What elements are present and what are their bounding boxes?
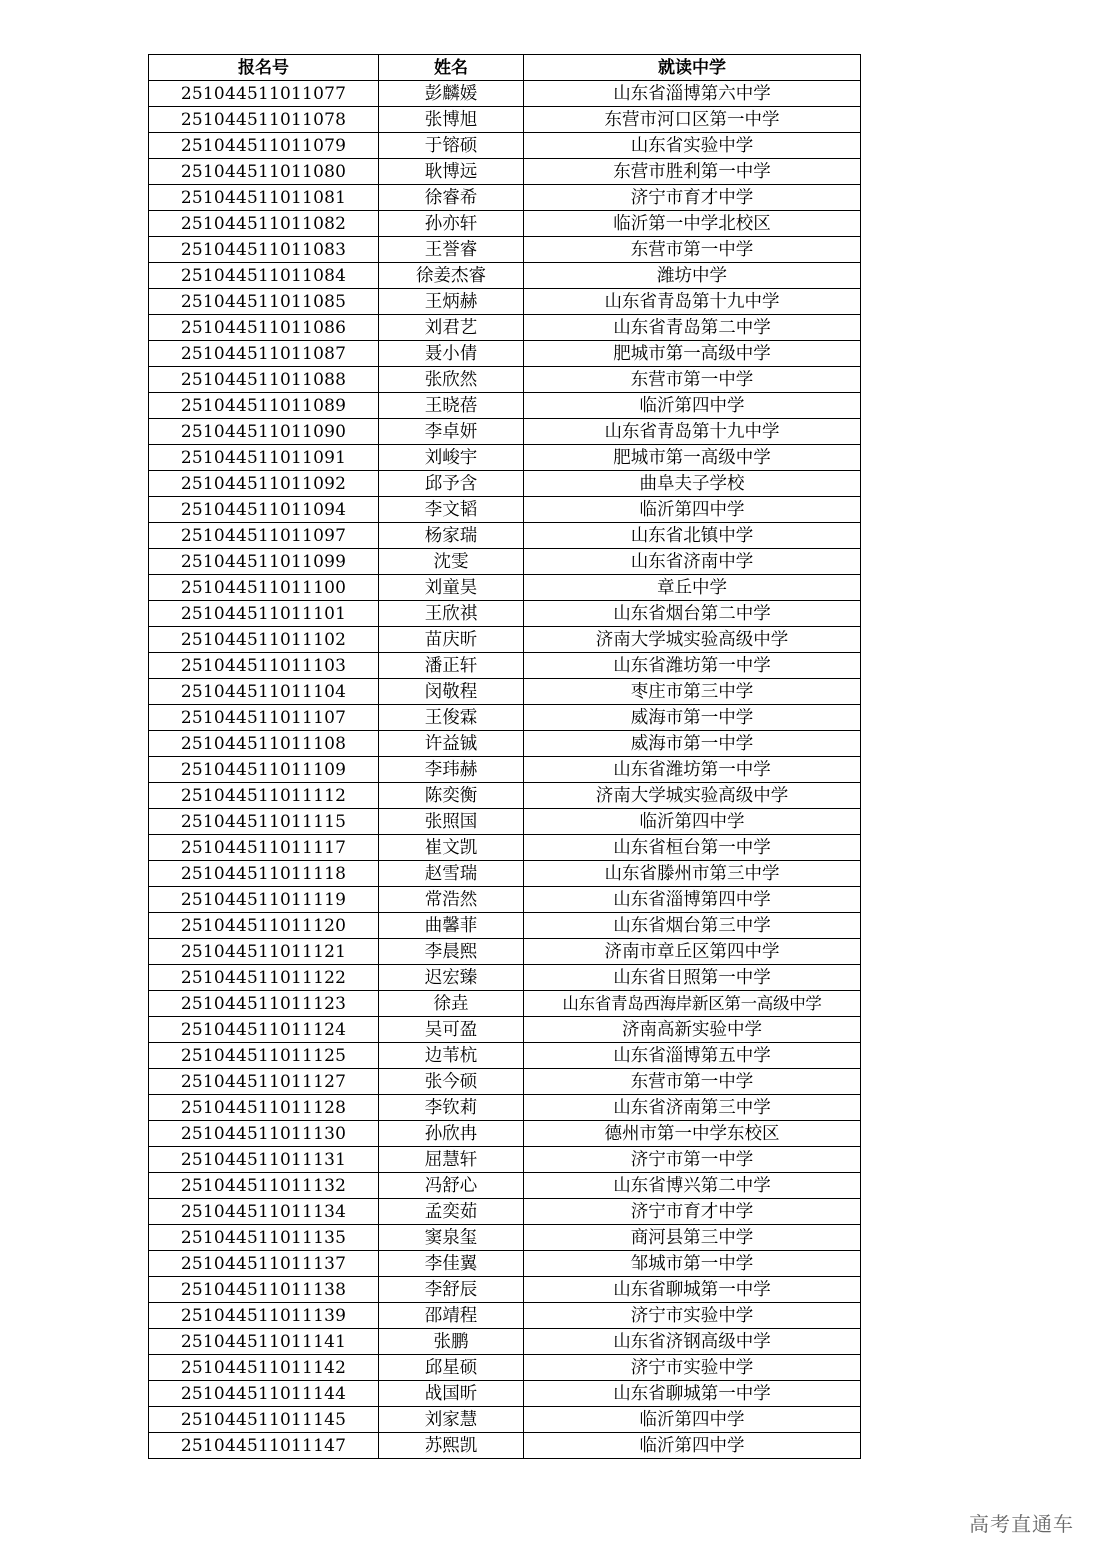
student-name-cell: 赵雪瑞	[379, 861, 524, 887]
student-name-cell: 窦泉玺	[379, 1225, 524, 1251]
student-name-cell: 刘家慧	[379, 1407, 524, 1433]
student-name-cell: 潘正轩	[379, 653, 524, 679]
student-name-cell: 吴可盈	[379, 1017, 524, 1043]
table-row	[149, 887, 861, 913]
student-name-cell: 彭麟媛	[379, 81, 524, 107]
student-name-cell: 刘峻宇	[379, 445, 524, 471]
school-name-cell: 济南大学城实验高级中学	[524, 783, 861, 809]
school-name-cell: 山东省北镇中学	[524, 523, 861, 549]
registration-number-cell: 251044511011084	[149, 263, 379, 289]
student-name-cell: 徐垚	[379, 991, 524, 1017]
roster-sheet	[148, 54, 860, 1459]
registration-number-cell: 251044511011086	[149, 315, 379, 341]
school-name-cell: 威海市第一中学	[524, 705, 861, 731]
student-name-cell: 张鹏	[379, 1329, 524, 1355]
table-row	[149, 367, 861, 393]
table-row	[149, 913, 861, 939]
registration-number-cell: 251044511011077	[149, 81, 379, 107]
student-name-cell: 苏熙凯	[379, 1433, 524, 1459]
school-name-cell: 曲阜夫子学校	[524, 471, 861, 497]
school-name-cell: 山东省烟台第三中学	[524, 913, 861, 939]
header-row	[149, 55, 861, 81]
school-name-cell: 山东省聊城第一中学	[524, 1277, 861, 1303]
column-header-name: 姓名	[379, 55, 524, 81]
registration-number-cell: 251044511011122	[149, 965, 379, 991]
school-name-cell: 商河县第三中学	[524, 1225, 861, 1251]
student-name-cell: 孙亦轩	[379, 211, 524, 237]
table-row	[149, 445, 861, 471]
school-name-cell: 东营市第一中学	[524, 1069, 861, 1095]
school-name-cell: 济南大学城实验高级中学	[524, 627, 861, 653]
table-row	[149, 1355, 861, 1381]
student-name-cell: 王炳赫	[379, 289, 524, 315]
column-header-school: 就读中学	[524, 55, 861, 81]
table-row	[149, 965, 861, 991]
registration-number-cell: 251044511011135	[149, 1225, 379, 1251]
registration-number-cell: 251044511011083	[149, 237, 379, 263]
school-name-cell: 临沂第四中学	[524, 1433, 861, 1459]
school-name-cell: 山东省济南中学	[524, 549, 861, 575]
student-name-cell: 王俊霖	[379, 705, 524, 731]
registration-number-cell: 251044511011137	[149, 1251, 379, 1277]
registration-number-cell: 251044511011142	[149, 1355, 379, 1381]
student-name-cell: 张今硕	[379, 1069, 524, 1095]
student-name-cell: 杨家瑞	[379, 523, 524, 549]
column-header-id: 报名号	[149, 55, 379, 81]
school-name-cell: 德州市第一中学东校区	[524, 1121, 861, 1147]
school-name-cell: 山东省淄博第四中学	[524, 887, 861, 913]
table-row	[149, 939, 861, 965]
school-name-cell: 潍坊中学	[524, 263, 861, 289]
table-row	[149, 1173, 861, 1199]
school-name-cell: 济宁市实验中学	[524, 1303, 861, 1329]
registration-number-cell: 251044511011127	[149, 1069, 379, 1095]
registration-number-cell: 251044511011078	[149, 107, 379, 133]
student-name-cell: 李玮赫	[379, 757, 524, 783]
student-name-cell: 邱予含	[379, 471, 524, 497]
school-name-cell: 济宁市第一中学	[524, 1147, 861, 1173]
table-row	[149, 263, 861, 289]
school-name-cell: 临沂第一中学北校区	[524, 211, 861, 237]
registration-number-cell: 251044511011107	[149, 705, 379, 731]
registration-number-cell: 251044511011132	[149, 1173, 379, 1199]
student-name-cell: 张欣然	[379, 367, 524, 393]
table-row	[149, 1303, 861, 1329]
registration-number-cell: 251044511011101	[149, 601, 379, 627]
school-name-cell: 山东省淄博第六中学	[524, 81, 861, 107]
school-name-cell: 山东省滕州市第三中学	[524, 861, 861, 887]
student-name-cell: 崔文凯	[379, 835, 524, 861]
table-row	[149, 1251, 861, 1277]
registration-number-cell: 251044511011134	[149, 1199, 379, 1225]
school-name-cell: 济南市章丘区第四中学	[524, 939, 861, 965]
registration-number-cell: 251044511011092	[149, 471, 379, 497]
student-name-cell: 徐姜杰睿	[379, 263, 524, 289]
student-name-cell: 刘君艺	[379, 315, 524, 341]
school-name-cell: 山东省桓台第一中学	[524, 835, 861, 861]
school-name-cell: 山东省淄博第五中学	[524, 1043, 861, 1069]
registration-number-cell: 251044511011112	[149, 783, 379, 809]
student-name-cell: 闵敬程	[379, 679, 524, 705]
school-name-cell: 邹城市第一中学	[524, 1251, 861, 1277]
registration-number-cell: 251044511011097	[149, 523, 379, 549]
table-row	[149, 549, 861, 575]
school-name-cell: 章丘中学	[524, 575, 861, 601]
student-name-cell: 冯舒心	[379, 1173, 524, 1199]
table-row	[149, 861, 861, 887]
school-name-cell: 枣庄市第三中学	[524, 679, 861, 705]
school-name-cell: 济宁市实验中学	[524, 1355, 861, 1381]
registration-number-cell: 251044511011082	[149, 211, 379, 237]
school-name-cell: 济宁市育才中学	[524, 1199, 861, 1225]
student-name-cell: 王欣祺	[379, 601, 524, 627]
table-row	[149, 1329, 861, 1355]
school-name-cell: 山东省青岛第十九中学	[524, 289, 861, 315]
registration-number-cell: 251044511011091	[149, 445, 379, 471]
student-name-cell: 李舒辰	[379, 1277, 524, 1303]
table-row	[149, 185, 861, 211]
school-name-cell: 山东省潍坊第一中学	[524, 653, 861, 679]
student-name-cell: 孙欣冉	[379, 1121, 524, 1147]
table-row	[149, 679, 861, 705]
registration-number-cell: 251044511011139	[149, 1303, 379, 1329]
registration-number-cell: 251044511011128	[149, 1095, 379, 1121]
table-row	[149, 419, 861, 445]
roster-body	[149, 81, 861, 1459]
student-name-cell: 王誉睿	[379, 237, 524, 263]
registration-number-cell: 251044511011102	[149, 627, 379, 653]
registration-number-cell: 251044511011079	[149, 133, 379, 159]
student-name-cell: 边苇杭	[379, 1043, 524, 1069]
table-row	[149, 1121, 861, 1147]
table-row	[149, 159, 861, 185]
school-name-cell: 肥城市第一高级中学	[524, 445, 861, 471]
table-row	[149, 497, 861, 523]
table-row	[149, 1043, 861, 1069]
table-row	[149, 211, 861, 237]
school-name-cell: 东营市第一中学	[524, 367, 861, 393]
school-name-cell: 临沂第四中学	[524, 809, 861, 835]
school-name-cell: 山东省烟台第二中学	[524, 601, 861, 627]
registration-number-cell: 251044511011081	[149, 185, 379, 211]
student-name-cell: 李文韬	[379, 497, 524, 523]
table-row	[149, 471, 861, 497]
table-row	[149, 315, 861, 341]
student-name-cell: 王晓蓓	[379, 393, 524, 419]
school-name-cell: 山东省博兴第二中学	[524, 1173, 861, 1199]
registration-number-cell: 251044511011120	[149, 913, 379, 939]
registration-number-cell: 251044511011117	[149, 835, 379, 861]
table-row	[149, 1147, 861, 1173]
registration-number-cell: 251044511011089	[149, 393, 379, 419]
roster-table	[148, 54, 861, 1459]
registration-number-cell: 251044511011131	[149, 1147, 379, 1173]
registration-number-cell: 251044511011103	[149, 653, 379, 679]
table-row	[149, 1277, 861, 1303]
table-row	[149, 1017, 861, 1043]
registration-number-cell: 251044511011147	[149, 1433, 379, 1459]
table-row	[149, 601, 861, 627]
school-name-cell: 山东省聊城第一中学	[524, 1381, 861, 1407]
school-name-cell: 山东省潍坊第一中学	[524, 757, 861, 783]
registration-number-cell: 251044511011118	[149, 861, 379, 887]
student-name-cell: 常浩然	[379, 887, 524, 913]
school-name-cell: 临沂第四中学	[524, 497, 861, 523]
table-row	[149, 705, 861, 731]
student-name-cell: 张照国	[379, 809, 524, 835]
table-row	[149, 575, 861, 601]
student-name-cell: 战国昕	[379, 1381, 524, 1407]
registration-number-cell: 251044511011100	[149, 575, 379, 601]
table-row	[149, 783, 861, 809]
registration-number-cell: 251044511011123	[149, 991, 379, 1017]
table-row	[149, 523, 861, 549]
school-name-cell: 济宁市育才中学	[524, 185, 861, 211]
school-name-cell: 东营市河口区第一中学	[524, 107, 861, 133]
student-name-cell: 聂小倩	[379, 341, 524, 367]
registration-number-cell: 251044511011087	[149, 341, 379, 367]
student-name-cell: 沈雯	[379, 549, 524, 575]
school-name-cell: 山东省济钢高级中学	[524, 1329, 861, 1355]
registration-number-cell: 251044511011121	[149, 939, 379, 965]
table-row	[149, 81, 861, 107]
registration-number-cell: 251044511011145	[149, 1407, 379, 1433]
student-name-cell: 迟宏臻	[379, 965, 524, 991]
table-row	[149, 1199, 861, 1225]
student-name-cell: 苗庆昕	[379, 627, 524, 653]
registration-number-cell: 251044511011119	[149, 887, 379, 913]
student-name-cell: 李晨熙	[379, 939, 524, 965]
student-name-cell: 邱星硕	[379, 1355, 524, 1381]
student-name-cell: 张博旭	[379, 107, 524, 133]
table-row	[149, 1433, 861, 1459]
school-name-cell: 山东省青岛西海岸新区第一高级中学	[524, 991, 861, 1017]
table-row	[149, 341, 861, 367]
table-row	[149, 133, 861, 159]
table-row	[149, 1381, 861, 1407]
registration-number-cell: 251044511011141	[149, 1329, 379, 1355]
school-name-cell: 山东省实验中学	[524, 133, 861, 159]
registration-number-cell: 251044511011088	[149, 367, 379, 393]
student-name-cell: 孟奕茹	[379, 1199, 524, 1225]
student-name-cell: 邵靖程	[379, 1303, 524, 1329]
school-name-cell: 东营市胜利第一中学	[524, 159, 861, 185]
table-row	[149, 1407, 861, 1433]
school-name-cell: 山东省青岛第二中学	[524, 315, 861, 341]
student-name-cell: 刘童昊	[379, 575, 524, 601]
table-row	[149, 731, 861, 757]
registration-number-cell: 251044511011085	[149, 289, 379, 315]
student-name-cell: 屈慧轩	[379, 1147, 524, 1173]
table-row	[149, 627, 861, 653]
registration-number-cell: 251044511011094	[149, 497, 379, 523]
school-name-cell: 山东省日照第一中学	[524, 965, 861, 991]
student-name-cell: 李钦莉	[379, 1095, 524, 1121]
registration-number-cell: 251044511011104	[149, 679, 379, 705]
registration-number-cell: 251044511011099	[149, 549, 379, 575]
school-name-cell: 山东省青岛第十九中学	[524, 419, 861, 445]
school-name-cell: 临沂第四中学	[524, 1407, 861, 1433]
table-row	[149, 107, 861, 133]
school-name-cell: 山东省济南第三中学	[524, 1095, 861, 1121]
table-row	[149, 393, 861, 419]
registration-number-cell: 251044511011144	[149, 1381, 379, 1407]
registration-number-cell: 251044511011124	[149, 1017, 379, 1043]
registration-number-cell: 251044511011130	[149, 1121, 379, 1147]
school-name-cell: 肥城市第一高级中学	[524, 341, 861, 367]
table-row	[149, 809, 861, 835]
student-name-cell: 李佳翼	[379, 1251, 524, 1277]
student-name-cell: 于镕硕	[379, 133, 524, 159]
registration-number-cell: 251044511011090	[149, 419, 379, 445]
table-row	[149, 1069, 861, 1095]
student-name-cell: 许益铖	[379, 731, 524, 757]
student-name-cell: 李卓妍	[379, 419, 524, 445]
table-row	[149, 757, 861, 783]
school-name-cell: 东营市第一中学	[524, 237, 861, 263]
registration-number-cell: 251044511011115	[149, 809, 379, 835]
student-name-cell: 耿博远	[379, 159, 524, 185]
table-row	[149, 991, 861, 1017]
school-name-cell: 威海市第一中学	[524, 731, 861, 757]
student-name-cell: 陈奕衡	[379, 783, 524, 809]
registration-number-cell: 251044511011109	[149, 757, 379, 783]
table-row	[149, 289, 861, 315]
table-row	[149, 1225, 861, 1251]
table-row	[149, 835, 861, 861]
registration-number-cell: 251044511011138	[149, 1277, 379, 1303]
student-name-cell: 曲馨菲	[379, 913, 524, 939]
watermark-text: 高考直通车	[969, 1512, 1074, 1536]
table-row	[149, 1095, 861, 1121]
registration-number-cell: 251044511011125	[149, 1043, 379, 1069]
registration-number-cell: 251044511011080	[149, 159, 379, 185]
registration-number-cell: 251044511011108	[149, 731, 379, 757]
school-name-cell: 临沂第四中学	[524, 393, 861, 419]
table-row	[149, 237, 861, 263]
table-row	[149, 653, 861, 679]
school-name-cell: 济南高新实验中学	[524, 1017, 861, 1043]
student-name-cell: 徐睿希	[379, 185, 524, 211]
